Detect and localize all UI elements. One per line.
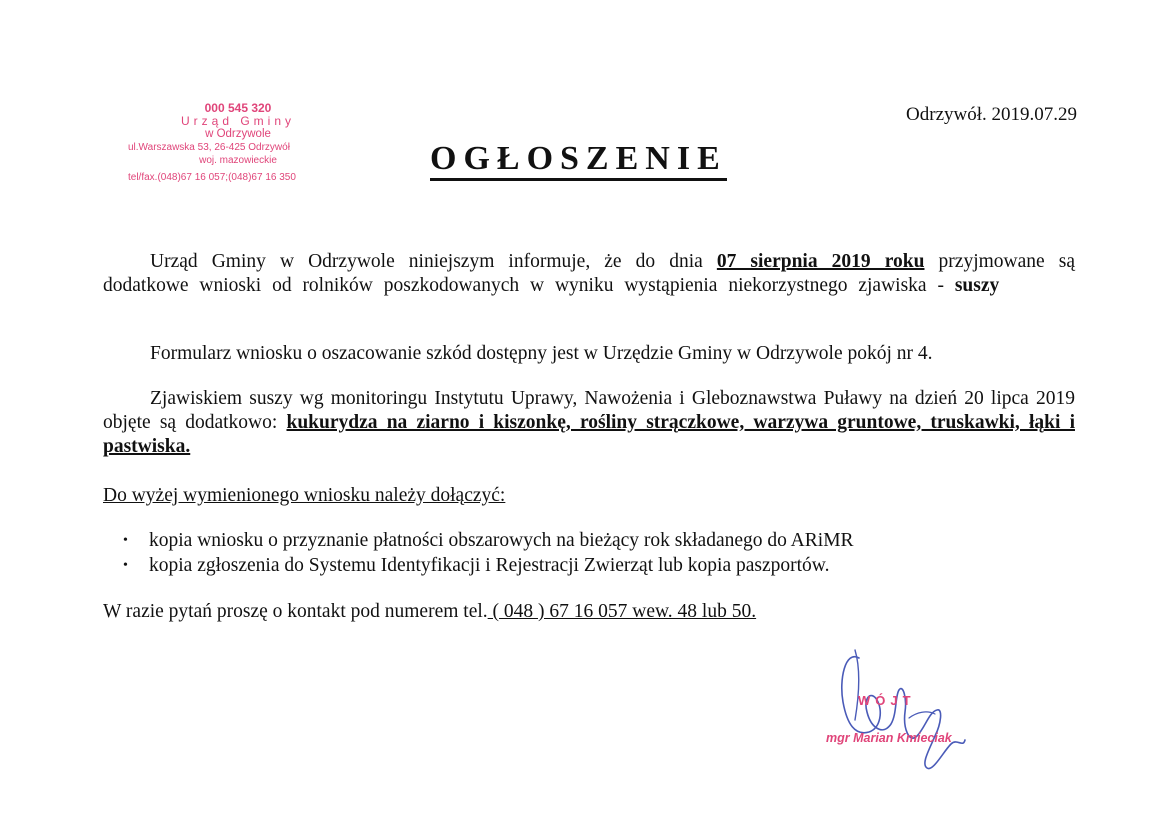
list-item [103,528,1075,553]
paragraph-deadline [103,250,1075,298]
handwritten-signature-icon [825,640,985,780]
contact-phone: ( 048 ) 67 16 057 wew. 48 lub 50. [487,601,757,622]
paragraph-contact [103,600,1075,624]
stamp-phone: tel/fax.(048)67 16 057;(048)67 16 350 [128,172,296,183]
stamp-office-name: Urząd Gminy [180,114,295,128]
attachments-heading-text: Do wyżej wymienionego wniosku należy dołączyć: [103,485,506,506]
office-stamp [128,102,348,184]
stamp-locality: w Odrzywole [205,128,271,140]
stamp-regon: 000 545 320 [204,101,272,115]
list-item [103,553,1075,578]
list-item-text: kopia zgłoszenia do Systemu Identyfikacji i Rejestracji Zwierząt lub kopia paszportów. [149,555,830,576]
list-item-text: kopia wniosku o przyznanie płatności obszarowych na bieżący rok składanego do ARiMR [149,530,854,551]
paragraph-deadline-body: przyjmowane są dodatkowe wnioski od rolników poszkodowanych w wyniku wystąpienia niekorzystnego zjawiska - [103,251,1075,296]
paragraph-form-location: Formularz wniosku o oszacowanie szkód dostępny jest w Urzędzie Gminy w Odrzywole pokój nr 4. [150,343,933,364]
attachments-heading [103,484,1075,508]
document-title: OGŁOSZENIE [430,140,727,181]
paragraph-affected-crops-intro: Zjawiskiem suszy wg monitoringu Instytutu Uprawy, Nawożenia i Gleboznawstwa Puławy na dzień 20 lipca 2019 objęte są dodatkowo: [103,388,1075,433]
paragraph-affected-crops [103,387,1075,459]
bullet-icon: • [123,558,128,573]
stamp-voivodeship: woj. mazowieckie [199,155,277,166]
affected-crops-list: kukurydza na ziarno i kiszonkę, rośliny strączkowe, warzywa gruntowe, truskawki, łąki i pastwiska. [103,412,1075,457]
phenomenon-drought: suszy [954,275,1000,296]
signature-name: mgr Marian Kmieciak [826,731,952,745]
deadline-date: 07 sierpnia 2019 roku [716,251,925,272]
contact-intro: W razie pytań proszę o kontakt pod numerem tel. [103,601,488,622]
signature-role: WÓJT [858,693,916,708]
attachments-list [103,528,1075,578]
signature-scribble [825,640,985,780]
document-date: Odrzywół. 2019.07.29 [906,104,1077,125]
paragraph-deadline-intro: Urząd Gminy w Odrzywole niniejszym informuje, że do dnia [150,251,717,272]
stamp-address: ul.Warszawska 53, 26-425 Odrzywół [128,142,290,153]
bullet-icon: • [123,533,128,548]
